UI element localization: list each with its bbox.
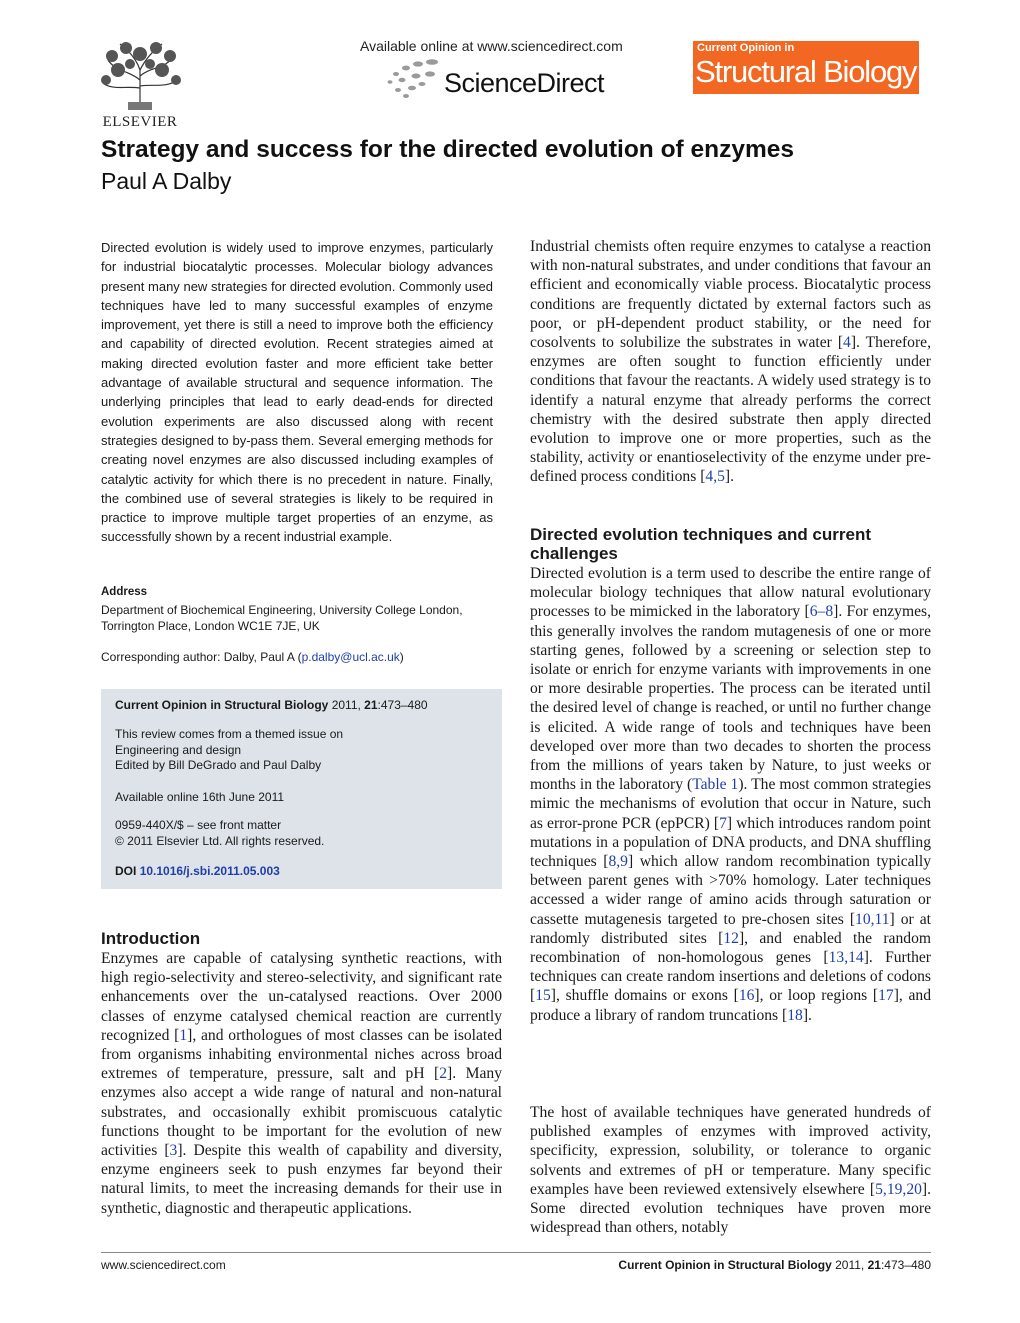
corresponding-suffix: ) (399, 650, 404, 664)
info-journal: Current Opinion in Structural Biology (115, 698, 329, 712)
reference-link[interactable]: 3 (169, 1142, 178, 1160)
text-run: Enzymes are capable of catalysing synthetic reactions, with high regio-selectivity and stereo-selectivity, and significant rate enhancements over the un-catalysed reactions. Over 2000 classes of enzyme catalysed chemical reaction are currently recognized [ (101, 950, 502, 1044)
available-online-text[interactable]: Available online at www.sciencedirect.com (360, 38, 623, 54)
abstract: Directed evolution is widely used to improve enzymes, particularly for industrial biocatalytic processes. Molecular biology advances present many new strategies for directed evolution. Commonly used techniques have led to many successful examples of enzyme improvement, yet there is still a need to improve both the efficiency and capability of directed evolution. Recent strategies aimed at making directed evolution faster and more efficient take better advantage of available structural and sequence information. The underlying principles that lead to early dead-ends for directed evolution experiments are also discussed along with recent strategies designed to by-pass them. Several emerging methods for creating novel enzymes are also discussed including examples of catalytic activity for which there is no precedent in nature. Finally, the combined use of several strategies is likely to be required in practice to improve multiple target properties of an enzyme, as successfully shown by a recent industrial example. (101, 240, 493, 545)
text-run: ]. Many enzymes also accept a wide range of natural and non-natural substrates, and occasionally exhibit promiscuous catalytic functions thought to be important for the evolution of new activities [ (101, 1065, 502, 1160)
reference-link[interactable]: 10,11 (855, 910, 890, 928)
text-run: ] which allow random recombination typically between parent genes with >70% homology. Later techniques accessed a wider range of amino acids through saturation or cassette mutagenesis targeted to pre-chosen sites [ (530, 853, 932, 928)
techniques-paragraph-2 (530, 1103, 931, 1237)
reference-link[interactable]: 16 (738, 987, 755, 1005)
elsevier-wordmark: ELSEVIER (102, 114, 178, 130)
footer-citation (618, 1258, 931, 1272)
reference-link[interactable]: 18 (787, 1006, 803, 1024)
article-title: Strategy and success for the directed evolution of enzymes (101, 136, 794, 163)
text-run: ] which introduces random point mutations in a population of DNA products, and DNA shuffling techniques [ (530, 814, 932, 871)
sciencedirect-dots-icon (386, 56, 444, 102)
info-volume: 21 (364, 698, 378, 712)
footer-divider (101, 1252, 931, 1253)
address-line: Torrington Place, London WC1E 7JE, UK (101, 619, 320, 633)
reference-link[interactable]: 12 (723, 929, 739, 947)
text-run: ], and orthologues of most classes can be isolated from organisms inhabiting environmental niches across broad extremes of temperature, pressure, salt and pH [ (101, 1026, 502, 1083)
info-pages: :473–480 (377, 698, 428, 712)
address-heading: Address (101, 586, 148, 598)
text-run: ]. (802, 1006, 812, 1024)
text-run: ]. For enzymes, this generally involves the random mutagenesis of one or more starting genes, followed by a screening or selection step to isolate or enrich for enzyme variants with improvements in one or more desirable properties. The process can be iterated until the desired level of change is reached, or until no further change is elicited. A wide range of tools and techniques have been developed over more than two decades to shorten the process from the millions of years taken by Nature, to just weeks or months in the laboratory ( (530, 603, 931, 794)
text-run: Directed evolution is a term used to describe the entire range of molecular biology techniques that allow natural evolutionary processes to be mimicked in the laboratory [ (530, 565, 931, 621)
text-run: ]. Further techniques can create random insertions and deletions of codons [ (530, 949, 931, 1005)
journal-badge-title: Structural Biology (695, 54, 917, 89)
journal-badge[interactable] (693, 41, 919, 94)
reference-link[interactable]: 13,14 (828, 949, 864, 967)
introduction-paragraph (101, 949, 502, 1218)
reference-link[interactable]: 2 (439, 1065, 448, 1083)
text-run: ]. Some directed evolution techniques have proven more widespread than others, notably (530, 1180, 931, 1237)
text-run: ]. Therefore, enzymes are often sought to function efficiently under conditions that favour the reactants. A widely used strategy is to identify a natural enzyme that already performs the correct chemistry with the desired substrate then apply directed evolution to improve one or more properties, such as the stability, activity or enantioselectivity of the enzyme under pre-defined process conditions [ (530, 334, 931, 486)
section-heading-techniques: Directed evolution techniques and current challenges (530, 525, 872, 563)
corresponding-author (101, 650, 404, 664)
address-block (101, 602, 501, 634)
article-author: Paul A Dalby (101, 168, 232, 194)
sciencedirect-logo[interactable] (386, 56, 646, 102)
reference-link[interactable]: 15 (535, 987, 551, 1005)
info-year: 2011, (331, 698, 361, 712)
reference-link[interactable]: 6–8 (809, 603, 834, 621)
text-run: ] or at randomly distributed sites [ (530, 910, 931, 947)
elsevier-logo[interactable] (98, 40, 182, 130)
info-doi (115, 864, 280, 878)
text-run: ]. (724, 468, 734, 486)
reference-link[interactable]: 5,19,20 (875, 1180, 922, 1198)
info-theme-name: Engineering and design (115, 743, 242, 757)
doi-link[interactable]: 10.1016/j.sbi.2011.05.003 (139, 864, 280, 878)
text-run: The host of available techniques have generated hundreds of published examples of enzymes with improved activity, specificity, expression, solubility, or tolerance to organic solvents and extremes of pH or temperature. Many specific examples have been reviewed extensively elsewhere [ (530, 1104, 931, 1198)
reference-link[interactable]: 17 (878, 987, 894, 1005)
introduction-paragraph-2 (530, 237, 931, 487)
text-run: ]. Despite this wealth of capability and diversity, enzyme engineers seek to push enzymes far beyond their natural limits, to meet the increasing demands for their use in synthetic, diagnostic and therapeutic applications. (101, 1142, 502, 1217)
text-run: ], shuffle domains or exons [ (550, 987, 739, 1005)
footer-volume: 21 (867, 1258, 881, 1272)
text-run: ). The most common strategies mimic the mechanisms of evolution that occur in Nature, such as error-prone PCR (epPCR) [ (530, 776, 932, 832)
info-issn: 0959-440X/$ – see front matter (115, 818, 282, 832)
article-info-box (101, 689, 502, 889)
reference-link[interactable]: 1 (179, 1026, 188, 1044)
info-available-online: Available online 16th June 2011 (115, 790, 285, 804)
elsevier-tree-icon (98, 40, 182, 112)
info-citation (115, 698, 428, 712)
info-theme-line: This review comes from a themed issue on (115, 727, 344, 741)
reference-link[interactable]: 7 (719, 814, 727, 832)
footer-journal: Current Opinion in Structural Biology (618, 1258, 832, 1272)
info-editors: Edited by Bill DeGrado and Paul Dalby (115, 758, 322, 772)
text-run: ], and produce a library of random truncations [ (530, 987, 932, 1024)
corresponding-prefix: Corresponding author: Dalby, Paul A ( (101, 650, 302, 664)
address-line: Department of Biochemical Engineering, University College London, (101, 603, 463, 617)
text-run: ], and enabled the random recombination of non-homologous genes [ (530, 929, 931, 967)
footer-pages: :473–480 (880, 1258, 931, 1272)
section-heading-introduction: Introduction (101, 929, 201, 948)
footer-url[interactable]: www.sciencedirect.com (101, 1258, 226, 1272)
info-copyright: © 2011 Elsevier Ltd. All rights reserved. (115, 834, 325, 848)
reference-link[interactable]: 8,9 (608, 853, 628, 871)
author-email-link[interactable]: p.dalby@ucl.ac.uk (301, 650, 400, 664)
table-link[interactable]: Table 1 (692, 776, 739, 794)
text-run: ], or loop regions [ (754, 987, 879, 1005)
techniques-paragraph (530, 564, 931, 1025)
sciencedirect-wordmark: ScienceDirect (444, 68, 605, 98)
reference-link[interactable]: 4,5 (705, 468, 725, 486)
text-run: Industrial chemists often require enzymes to catalyse a reaction with non-natural substrates, and under conditions that favour an efficient and economically viable process. Biocatalytic process conditions are frequently dictated by external factors such as poor, or pH-dependent product stability, or the need for cosolvents to solubilize the substrates in water [ (530, 238, 931, 352)
journal-badge-series: Current Opinion in (697, 42, 795, 54)
footer-year: 2011, (835, 1258, 865, 1272)
doi-label: DOI (115, 864, 137, 878)
reference-link[interactable]: 4 (843, 334, 851, 352)
